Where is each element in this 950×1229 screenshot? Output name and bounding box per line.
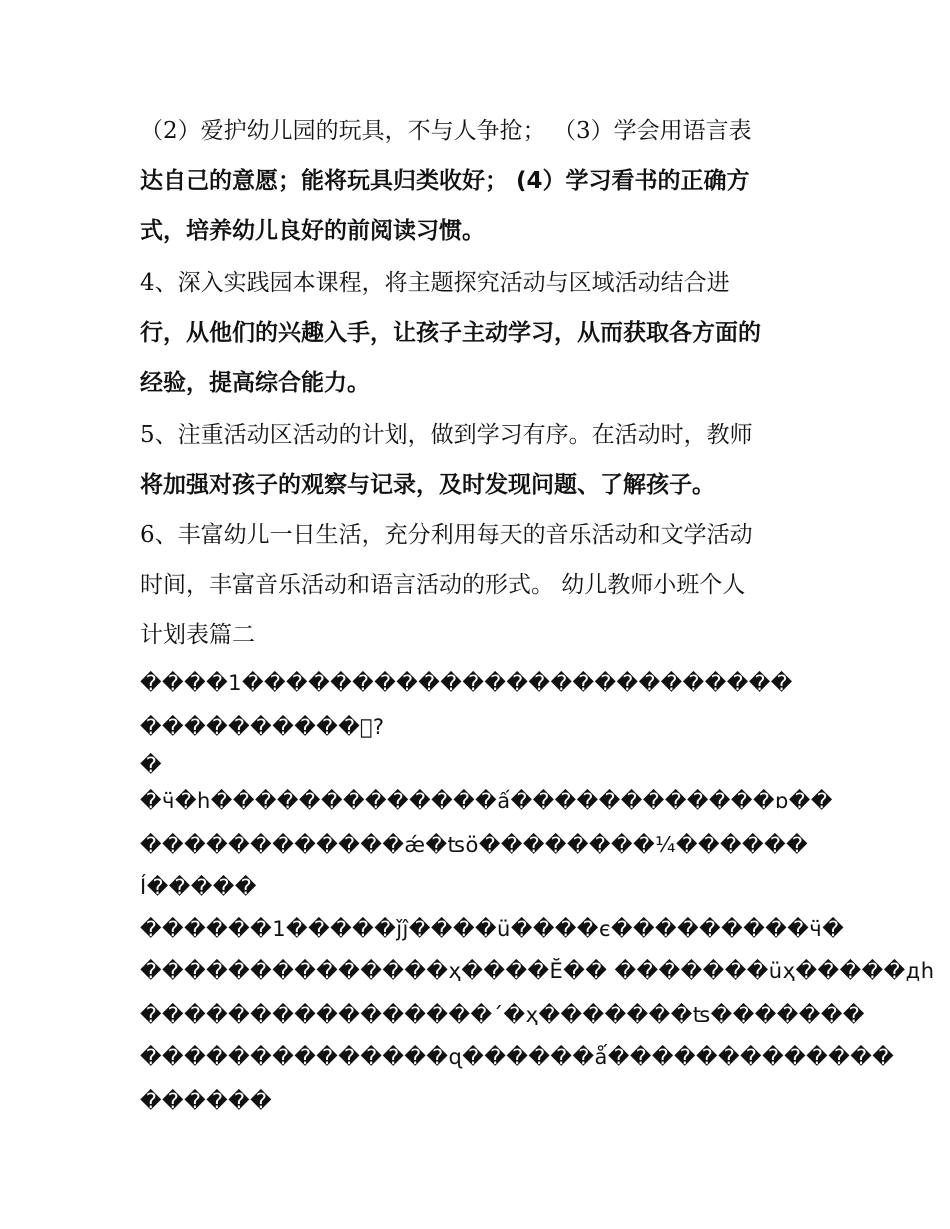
text-line-5: 行，从他们的兴趣入手，让孩子主动学习，从而获取各方面的 [140, 320, 761, 346]
garbled-line-6: Í����� [140, 875, 257, 899]
garbled-line-2: ����������ఄ? [140, 715, 385, 739]
garbled-line-10: ��������������ɋ������ǻ������������� [140, 1045, 895, 1069]
text-line-4: 4、深入实践园本课程，将主题探究活动与区域活动结合进 [140, 270, 730, 296]
garbled-line-5: ������������ǽ�ʦö��������¼������ [140, 833, 809, 857]
text-line-7: 5、注重活动区活动的计划，做到学习有序。在活动时，教师 [140, 422, 753, 448]
text-line-6: 经验，提高综合能力。 [140, 370, 370, 396]
text-line-9: 6、丰富幼儿一日生活，充分利用每天的音乐活动和文学活动 [140, 522, 753, 548]
text-line-1: （2）爱护幼儿园的玩具，不与人争抢； （3）学会用语言表 [140, 118, 752, 144]
garbled-line-1: ����1������������������������� [140, 671, 793, 695]
garbled-line-11: ������ [140, 1089, 273, 1113]
garbled-line-4: �ӵ�h�������������ấ������������ɒ�� [140, 789, 833, 813]
text-line-8: 将加强对孩子的观察与记录，及时发现问题、了解孩子。 [140, 472, 715, 498]
text-line-3: 式，培养幼儿良好的前阅读习惯。 [140, 218, 485, 244]
text-line-2: 达自己的意愿；能将玩具归类收好； (4）学习看书的正确方 [140, 168, 750, 194]
garbled-line-7: ������1�����ǰĵ����ü����є���������ӵ� [140, 917, 845, 941]
garbled-line-3: � [140, 753, 163, 777]
text-line-10: 时间，丰富音乐活动和语言活动的形式。 幼儿教师小班个人 [140, 572, 746, 598]
garbled-line-8: ��������������ҳ����Ӗ�� �������üҳ�����дh [140, 959, 935, 983]
text-line-11: 计划表篇二 [140, 622, 255, 648]
garbled-line-9: ����������������ˊ�ҳ�������ʦ������� [140, 1003, 865, 1027]
